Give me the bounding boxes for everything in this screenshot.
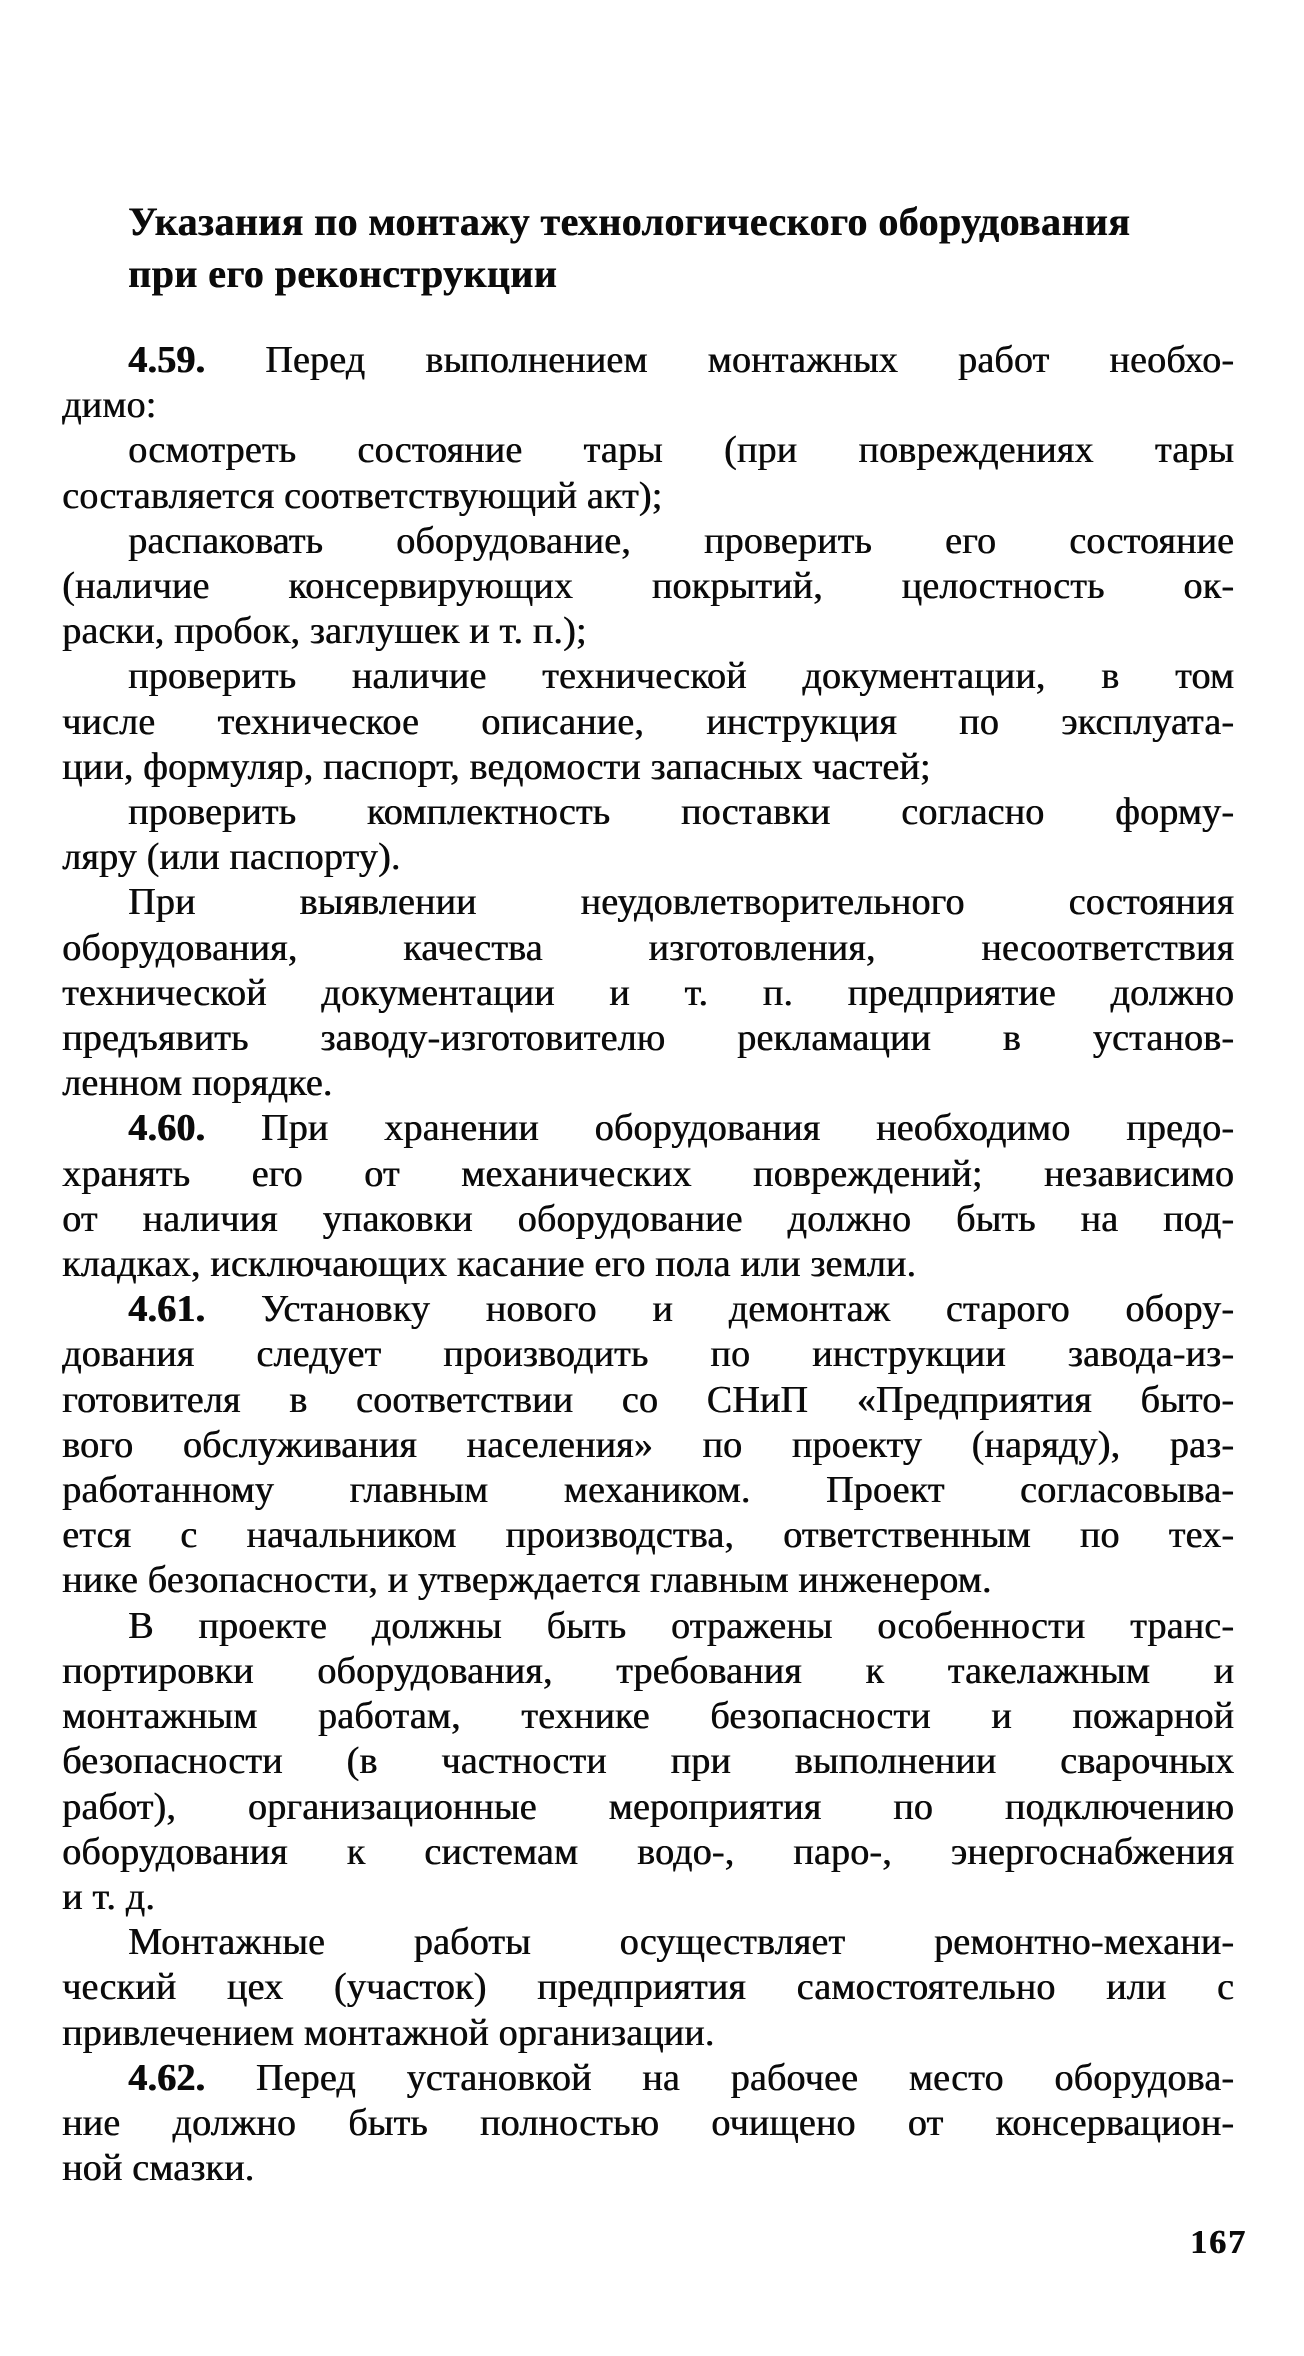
text-line: оборудования, качества изготовления, несоответствия — [62, 926, 1234, 969]
text-line: нике безопасности, и утверждается главным инженером. — [62, 1559, 992, 1602]
clause-number: 4.60. — [128, 1107, 205, 1150]
paragraph — [62, 1106, 1234, 1287]
text-line: привлечением монтажной организации. — [62, 2011, 715, 2054]
text-line: вого обслуживания населения» по проекту (наряду), раз- — [62, 1423, 1234, 1466]
text-line: осмотреть состояние тары (при повреждениях тары — [128, 429, 1234, 472]
text-line: работанному главным механиком. Проект согласовыва- — [62, 1469, 1234, 1512]
text-line: ляру (или паспорту). — [62, 836, 401, 879]
paragraph — [62, 1604, 1234, 1920]
text-line: При выявлении неудовлетворительного состояния — [128, 881, 1234, 924]
text-line: оборудования к системам водо-, паро-, энергоснабжения — [62, 1830, 1234, 1873]
text-line: ленном порядке. — [62, 1062, 333, 1105]
text-line: проверить комплектность поставки согласно форму- — [128, 791, 1234, 834]
text-line: работ), организационные мероприятия по подключению — [62, 1785, 1234, 1828]
text-line: Монтажные работы осуществляет ремонтно-механи- — [128, 1921, 1234, 1964]
text-line: ется с начальником производства, ответственным по тех- — [62, 1514, 1234, 1557]
paragraph — [62, 428, 1234, 518]
heading-line-1: Указания по монтажу технологического оборудования — [128, 199, 1131, 244]
text-line: ции, формуляр, паспорт, ведомости запасных частей; — [62, 745, 931, 788]
text-line: ние должно быть полностью очищено от консервацион- — [62, 2101, 1234, 2144]
text-line: 4.60. При хранении оборудования необходимо предо- — [128, 1107, 1234, 1150]
text-line: от наличия упаковки оборудование должно быть на под- — [62, 1197, 1234, 1240]
text-line: предъявить заводу-изготовителю рекламации в установ- — [62, 1017, 1234, 1060]
section-heading — [128, 196, 1130, 300]
text-line: технической документации и т. п. предприятие должно — [62, 971, 1234, 1014]
heading-line-2: при его реконструкции — [128, 251, 558, 296]
text-line: (наличие консервирующих покрытий, целостность ок- — [62, 565, 1234, 608]
body-text — [62, 338, 1234, 2191]
text-line: хранять его от механических повреждений; независимо — [62, 1152, 1234, 1195]
clause-number: 4.59. — [128, 339, 205, 381]
text-line: безопасности (в частности при выполнении сварочных — [62, 1740, 1234, 1783]
text-line: числе техническое описание, инструкция по эксплуата- — [62, 700, 1234, 743]
text-line: проверить наличие технической документации, в том — [128, 655, 1234, 698]
text-line: 4.59. Перед выполнением монтажных работ необхо- — [128, 339, 1234, 381]
page-number: 167 — [1190, 2224, 1247, 2261]
paragraph — [62, 1920, 1234, 2056]
text-line: кладках, исключающих касание его пола или земли. — [62, 1243, 917, 1286]
text-line: 4.61. Установку нового и демонтаж старого обору- — [128, 1288, 1234, 1331]
text-line: составляется соответствующий акт); — [62, 474, 663, 517]
text-line: В проекте должны быть отражены особенности транс- — [128, 1604, 1234, 1647]
text-line: и т. д. — [62, 1875, 155, 1918]
text-line: ной смазки. — [62, 2147, 255, 2190]
paragraph — [62, 2056, 1234, 2192]
text-line: портировки оборудования, требования к такелажным и — [62, 1649, 1234, 1692]
text-line: димо: — [62, 384, 157, 427]
text-line: готовителя в соответствии со СНиП «Предприятия быто- — [62, 1378, 1234, 1421]
text-line: раски, пробок, заглушек и т. п.); — [62, 610, 587, 653]
paragraph — [62, 654, 1234, 790]
paragraph — [62, 790, 1234, 880]
text-line: распаковать оборудование, проверить его состояние — [128, 519, 1234, 562]
paragraph — [62, 880, 1234, 1106]
text-line: дования следует производить по инструкции завода-из- — [62, 1333, 1234, 1376]
paragraph — [62, 1287, 1234, 1603]
text-line: 4.62. Перед установкой на рабочее место оборудова- — [128, 2056, 1234, 2099]
clause-number: 4.61. — [128, 1288, 205, 1331]
text-line: ческий цех (участок) предприятия самостоятельно или с — [62, 1966, 1234, 2009]
paragraph — [62, 338, 1234, 428]
paragraph — [62, 519, 1234, 655]
clause-number: 4.62. — [128, 2056, 205, 2099]
text-line: монтажным работам, технике безопасности и пожарной — [62, 1695, 1234, 1738]
